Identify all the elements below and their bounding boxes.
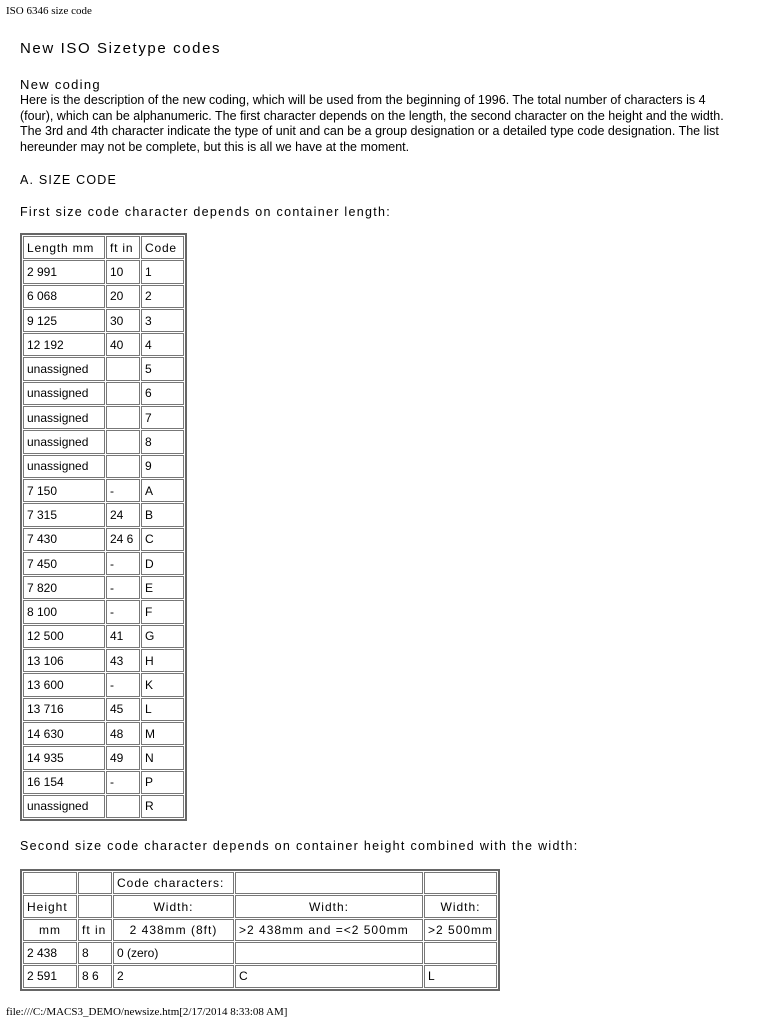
table-row: [23, 333, 184, 356]
table-row: [23, 698, 184, 721]
table-cell: 12 500: [23, 625, 105, 648]
column-header: Length mm: [23, 236, 105, 259]
table-cell: [78, 872, 112, 894]
page-footer: file:///C:/MACS3_DEMO/newsize.htm[2/17/2014 8:33:08 AM]: [6, 1006, 288, 1018]
table-cell: 7 315: [23, 503, 105, 526]
table-cell: 6: [141, 382, 184, 405]
table-cell: C: [141, 528, 184, 551]
table-cell: unassigned: [23, 382, 105, 405]
table-cell: 16 154: [23, 771, 105, 794]
table-cell: L: [141, 698, 184, 721]
table-row: [23, 357, 184, 380]
table-cell: 40: [106, 333, 140, 356]
table-cell: N: [141, 746, 184, 769]
table-cell: 13 716: [23, 698, 105, 721]
table-row: [23, 309, 184, 332]
table-cell: E: [141, 576, 184, 599]
table-cell: [424, 942, 497, 964]
column-header: ft in: [106, 236, 140, 259]
table-cell: unassigned: [23, 430, 105, 453]
table-row: [23, 625, 184, 648]
page-title: New ISO Sizetype codes: [20, 40, 222, 57]
table-cell: -: [106, 771, 140, 794]
table-cell: 8: [78, 942, 112, 964]
table-row: [23, 600, 184, 623]
table-cell: G: [141, 625, 184, 648]
document-body: [20, 40, 740, 991]
table-cell: 43: [106, 649, 140, 672]
table-cell: 8 6: [78, 965, 112, 987]
table-header-row: [23, 236, 184, 259]
width-header: Width:: [235, 895, 423, 917]
table-cell: C: [235, 965, 423, 987]
table-row: [23, 528, 184, 551]
subtitle: New coding: [20, 77, 101, 92]
table-cell: 7 820: [23, 576, 105, 599]
table-cell: 7 150: [23, 479, 105, 502]
table-cell: -: [106, 576, 140, 599]
table-cell: [424, 872, 497, 894]
table-row: [23, 576, 184, 599]
table-header-row: [23, 919, 497, 941]
table-cell: 10: [106, 260, 140, 283]
height-width-code-table: [20, 869, 500, 990]
table-cell: L: [424, 965, 497, 987]
table-row: [23, 649, 184, 672]
mm-header: mm: [23, 919, 77, 941]
table-row: [23, 746, 184, 769]
table-cell: 5: [141, 357, 184, 380]
table-cell: 41: [106, 625, 140, 648]
table-cell: 14 935: [23, 746, 105, 769]
table-row: [23, 382, 184, 405]
table-row: [23, 795, 184, 818]
table-cell: K: [141, 673, 184, 696]
page-header: ISO 6346 size code: [6, 5, 92, 17]
table-cell: 2 438: [23, 942, 77, 964]
table-cell: 24: [106, 503, 140, 526]
table-cell: 9: [141, 455, 184, 478]
first-char-description: First size code character depends on container length:: [20, 205, 392, 219]
table-cell: [235, 872, 423, 894]
table-cell: -: [106, 479, 140, 502]
width-col-header: 2 438mm (8ft): [113, 919, 234, 941]
table-row: [23, 503, 184, 526]
table-cell: [235, 942, 423, 964]
table-cell: A: [141, 479, 184, 502]
table-cell: 2: [141, 285, 184, 308]
table-cell: 7 450: [23, 552, 105, 575]
table-row: [23, 455, 184, 478]
table-cell: -: [106, 600, 140, 623]
table-cell: 13 106: [23, 649, 105, 672]
code-characters-header: Code characters:: [113, 872, 234, 894]
table-cell: [106, 430, 140, 453]
table-row: [23, 479, 184, 502]
table-cell: 2 991: [23, 260, 105, 283]
table-cell: -: [106, 673, 140, 696]
height-header: Height: [23, 895, 77, 917]
table-cell: [106, 357, 140, 380]
table-cell: P: [141, 771, 184, 794]
table-cell: 8: [141, 430, 184, 453]
table-cell: 0 (zero): [113, 942, 234, 964]
table-cell: 1: [141, 260, 184, 283]
table-cell: [106, 382, 140, 405]
table-row: [23, 430, 184, 453]
table-cell: B: [141, 503, 184, 526]
table-row: [23, 771, 184, 794]
table-cell: [78, 895, 112, 917]
table-cell: 14 630: [23, 722, 105, 745]
width-header: Width:: [424, 895, 497, 917]
table-cell: 6 068: [23, 285, 105, 308]
table-row: [23, 285, 184, 308]
table-cell: F: [141, 600, 184, 623]
table-cell: 8 100: [23, 600, 105, 623]
table-cell: 49: [106, 746, 140, 769]
table-cell: unassigned: [23, 406, 105, 429]
table-cell: 20: [106, 285, 140, 308]
width-header: Width:: [113, 895, 234, 917]
table-header-row: [23, 872, 497, 894]
table-cell: [106, 406, 140, 429]
width-col-header: >2 438mm and =<2 500mm: [235, 919, 423, 941]
table-cell: 13 600: [23, 673, 105, 696]
table-row: [23, 965, 497, 987]
width-col-header: >2 500mm: [424, 919, 497, 941]
table-cell: 9 125: [23, 309, 105, 332]
table-row: [23, 722, 184, 745]
table-cell: 7 430: [23, 528, 105, 551]
table-cell: 2: [113, 965, 234, 987]
table-cell: -: [106, 552, 140, 575]
table-cell: R: [141, 795, 184, 818]
length-code-table: [20, 233, 187, 821]
second-char-description: Second size code character depends on container height combined with the width:: [20, 839, 579, 854]
table-row: [23, 406, 184, 429]
table-cell: 30: [106, 309, 140, 332]
table-header-row: [23, 895, 497, 917]
table-cell: D: [141, 552, 184, 575]
table-row: [23, 942, 497, 964]
section-heading-size-code: A. SIZE CODE: [20, 173, 118, 187]
table-cell: 7: [141, 406, 184, 429]
table-cell: H: [141, 649, 184, 672]
table-cell: 2 591: [23, 965, 77, 987]
table-cell: [23, 872, 77, 894]
table-cell: [106, 455, 140, 478]
table-cell: 3: [141, 309, 184, 332]
table-row: [23, 552, 184, 575]
table-cell: unassigned: [23, 455, 105, 478]
table-cell: unassigned: [23, 795, 105, 818]
intro-paragraph: Here is the description of the new coding, which will be used from the beginning of 1996. The total number of characters is 4 (four), which can be alphanumeric. The first character depends on the length, the second character on the height and the width. The 3rd and 4th character indicate the type of unit and can be a group designation or a detailed type code designation. The list hereunder may not be complete, but this is all we have at the moment.: [20, 93, 724, 154]
column-header: Code: [141, 236, 184, 259]
table-cell: 24 6: [106, 528, 140, 551]
ftin-header: ft in: [78, 919, 112, 941]
table-cell: 4: [141, 333, 184, 356]
table-row: [23, 673, 184, 696]
table-cell: 48: [106, 722, 140, 745]
table-cell: [106, 795, 140, 818]
table-row: [23, 260, 184, 283]
table-cell: M: [141, 722, 184, 745]
table-cell: 45: [106, 698, 140, 721]
table-cell: unassigned: [23, 357, 105, 380]
table-cell: 12 192: [23, 333, 105, 356]
